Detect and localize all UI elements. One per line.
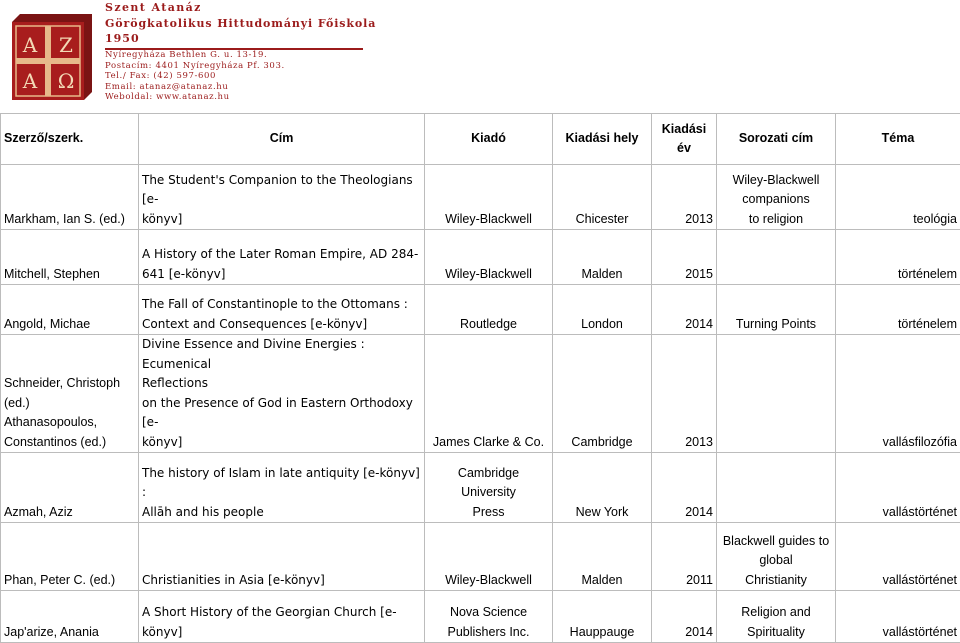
phone-line: Tel./ Fax: (42) 597-600	[105, 71, 405, 82]
website-line: Weboldal: www.atanaz.hu	[105, 92, 405, 103]
institution-name-2: Görögkatolikus Hittudományi Főiskola	[105, 18, 405, 30]
cell-topic: történelem	[836, 285, 960, 335]
cell-place: Cambridge	[553, 335, 652, 453]
col-header-title: Cím	[139, 114, 425, 165]
table-row	[1, 335, 960, 453]
cell-series	[717, 335, 836, 453]
cell-topic: vallástörténet	[836, 591, 960, 643]
cell-year: 2014	[652, 453, 717, 523]
cell-publisher: Wiley-Blackwell	[425, 523, 553, 591]
cell-series: Turning Points	[717, 285, 836, 335]
table-header-row	[1, 114, 960, 165]
cell-place: Hauppauge	[553, 591, 652, 643]
cell-author: Markham, Ian S. (ed.)	[1, 165, 139, 230]
cell-series: Blackwell guides to global Christianity	[717, 523, 836, 591]
cell-series: Religion and Spirituality	[717, 591, 836, 643]
cell-author: Schneider, Christoph (ed.) Athanasopoulos, Constantinos (ed.)	[1, 335, 139, 453]
cell-author: Phan, Peter C. (ed.)	[1, 523, 139, 591]
cell-year: 2013	[652, 165, 717, 230]
table-row	[1, 165, 960, 230]
cell-topic: történelem	[836, 230, 960, 285]
cell-place: New York	[553, 453, 652, 523]
cell-place: Chicester	[553, 165, 652, 230]
cell-place: Malden	[553, 523, 652, 591]
institution-logo	[6, 4, 98, 100]
col-header-year: Kiadási év	[652, 114, 717, 165]
cell-publisher: Wiley-Blackwell	[425, 230, 553, 285]
cell-publisher: Cambridge University Press	[425, 453, 553, 523]
book-table	[0, 113, 960, 643]
cell-title: A History of the Later Roman Empire, AD 284- 641 [e-könyv]	[139, 230, 425, 285]
col-header-publisher: Kiadó	[425, 114, 553, 165]
cell-year: 2013	[652, 335, 717, 453]
cell-title: A Short History of the Georgian Church [e- könyv]	[139, 591, 425, 643]
cell-title: The Fall of Constantinople to the Ottomans : Context and Consequences [e-könyv]	[139, 285, 425, 335]
cell-title: The Student's Companion to the Theologians [e- könyv]	[139, 165, 425, 230]
cell-place: Malden	[553, 230, 652, 285]
address-line-2: Postacím: 4401 Nyíregyháza Pf. 303.	[105, 61, 405, 72]
cell-topic: vallástörténet	[836, 523, 960, 591]
logo-cross-icon	[6, 4, 98, 100]
cell-author: Jap'arize, Anania	[1, 591, 139, 643]
cell-topic: teológia	[836, 165, 960, 230]
cell-title: Divine Essence and Divine Energies : Ecumenical Reflections on the Presence of God in Eastern Orthodoxy [e- könyv]	[139, 335, 425, 453]
logo-letter-1: Α	[22, 33, 38, 57]
table-row	[1, 285, 960, 335]
cell-year: 2014	[652, 591, 717, 643]
cell-topic: vallástörténet	[836, 453, 960, 523]
cell-title: The history of Islam in late antiquity [e-könyv] : Allāh and his people	[139, 453, 425, 523]
cell-author: Mitchell, Stephen	[1, 230, 139, 285]
letterhead	[0, 0, 960, 108]
cell-title: Christianities in Asia [e-könyv]	[139, 523, 425, 591]
cell-series: Wiley-Blackwell companions to religion	[717, 165, 836, 230]
cell-year: 2011	[652, 523, 717, 591]
cell-topic: vallásfilozófia	[836, 335, 960, 453]
cell-year: 2015	[652, 230, 717, 285]
table-row	[1, 453, 960, 523]
cell-publisher: Nova Science Publishers Inc.	[425, 591, 553, 643]
col-header-topic: Téma	[836, 114, 960, 165]
table-row	[1, 523, 960, 591]
cell-author: Angold, Michae	[1, 285, 139, 335]
address-line-1: Nyíregyháza Bethlen G. u. 13-19.	[105, 50, 405, 61]
cell-author: Azmah, Aziz	[1, 453, 139, 523]
col-header-place: Kiadási hely	[553, 114, 652, 165]
cell-place: London	[553, 285, 652, 335]
table-row	[1, 230, 960, 285]
cell-publisher: Wiley-Blackwell	[425, 165, 553, 230]
logo-letter-3: Α	[22, 69, 38, 93]
cell-series	[717, 230, 836, 285]
col-header-author: Szerző/szerk.	[1, 114, 139, 165]
logo-letter-4: Ω	[58, 69, 75, 93]
institution-name-1: Szent Atanáz	[105, 2, 405, 14]
cell-publisher: Routledge	[425, 285, 553, 335]
founded-year: 1950	[105, 33, 405, 45]
cell-year: 2014	[652, 285, 717, 335]
cell-series	[717, 453, 836, 523]
cell-publisher: James Clarke & Co.	[425, 335, 553, 453]
logo-letter-2: Ζ	[59, 33, 73, 57]
col-header-series: Sorozati cím	[717, 114, 836, 165]
institution-info	[105, 2, 405, 103]
email-line: Email: atanaz@atanaz.hu	[105, 82, 405, 93]
